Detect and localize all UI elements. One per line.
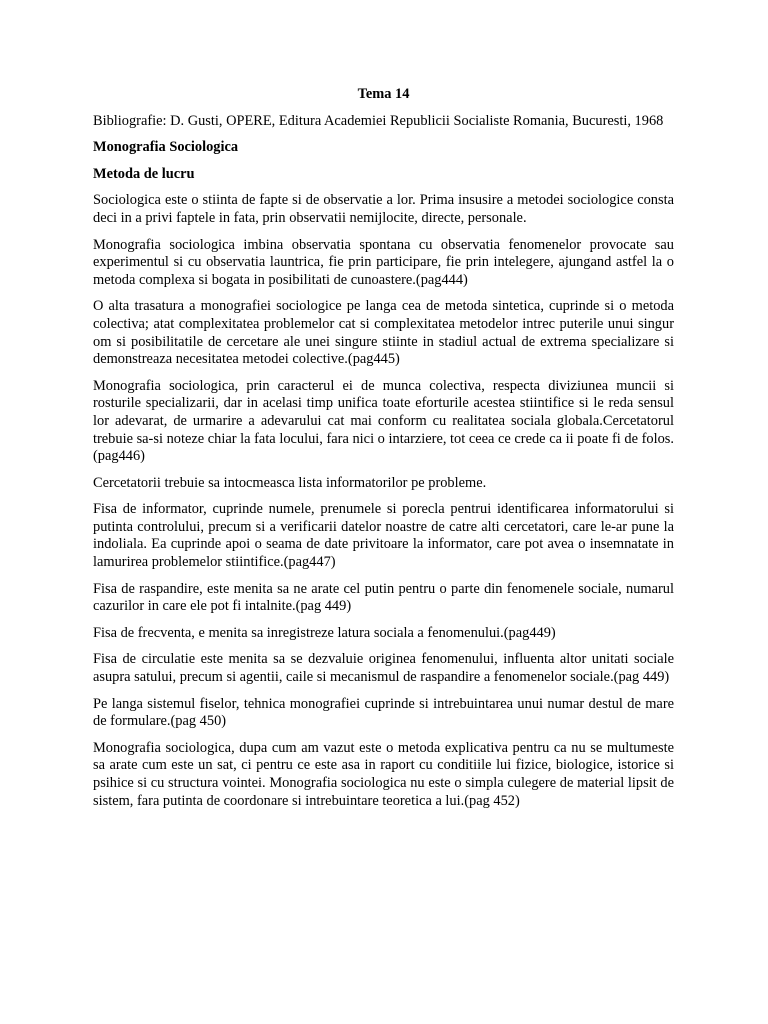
paragraph: Pe langa sistemul fiselor, tehnica monografiei cuprinde si intrebuintarea unui numar destul de mare de formulare.(pag 450) — [93, 695, 674, 730]
document-title: Tema 14 — [357, 86, 410, 102]
paragraph: Fisa de informator, cuprinde numele, prenumele si porecla pentrui identificarea informatorului si putinta controlului, precum si a verificarii datelor noastre de catre alti cercetatori, care le-ar pune la indoliala. Ea cuprinde apoi o seama de date privitoare la informator, care pot avea o insemnatate in lamurirea problemelor stiintifice.(pag447) — [93, 501, 674, 571]
paragraph: Fisa de circulatie este menita sa se dezvaluie originea fenomenului, influenta altor unitati sociale asupra satului, precum si agentii, caile si mecanismul de raspandire a fenomenelor sociale.(pag 449) — [93, 651, 674, 686]
bibliography: Bibliografie: D. Gusti, OPERE, Editura Academiei Republicii Socialiste Romania, Bucuresti, 1968 — [93, 112, 664, 129]
paragraph: Monografia sociologica, dupa cum am vazut este o metoda explicativa pentru ca nu se multumeste sa arate cum este un sat, ci pentru ce este asa in raport cu conditiile lui fizice, biologice, istorice si psihice si cu structura vointei. Monografia sociologica nu este o simpla culegere de material lipsit de sistem, fara putinta de coordonare si intrebuintare teoretica a lui.(pag 452) — [93, 739, 674, 809]
paragraph: O alta trasatura a monografiei sociologice pe langa cea de metoda sintetica, cuprinde si o metoda colectiva; atat complexitatea problemelor cat si complexitatea metodelor intrec puterile unui singur om si posibilitatile de cercetare ale unei singure stiinte in stadiul actual de extrema specializare si demonstreaza necesitatea metodei colective.(pag445) — [93, 298, 674, 368]
paragraph: Monografia sociologica imbina observatia spontana cu observatia fenomenelor provocate sau experimentul si cu observatia launtrica, fie prin participare, fie prin intelegere, ajungand astfel la o metoda complexa si bogata in posibilitati de cunoastere.(pag444) — [93, 236, 674, 288]
section-heading-monografia: Monografia Sociologica — [93, 139, 239, 156]
paragraph: Sociologica este o stiinta de fapte si de observatie a lor. Prima insusire a metodei sociologice consta deci in a privi faptele in fata, prin observatii nemijlocite, directe, personale. — [93, 192, 674, 226]
paragraph: Cercetatorii trebuie sa intocmeasca lista informatorilor pe probleme. — [93, 474, 487, 491]
paragraph: Fisa de raspandire, este menita sa ne arate cel putin pentru o parte din fenomenele sociale, numarul cazurilor in care ele pot fi intalnite.(pag 449) — [93, 580, 674, 615]
paragraph: Fisa de frecventa, e menita sa inregistreze latura sociala a fenomenului.(pag449) — [93, 624, 556, 641]
document-page — [93, 86, 674, 819]
paragraph: Monografia sociologica, prin caracterul ei de munca colectiva, respecta diviziunea muncii si rosturile specializarii, dar in acelasi timp unifica toate eforturile acestea stiintifice si le reda sensul lor adevarat, de urmarire a adevarului cat mai conform cu realitatea sociala globala.Cercetatorul trebuie sa-si noteze chiar la fata locului, fara nici o intarziere, tot ceea ce crede ca ii poate fi de folos.(pag446) — [93, 377, 674, 465]
section-heading-metoda: Metoda de lucru — [93, 165, 195, 182]
